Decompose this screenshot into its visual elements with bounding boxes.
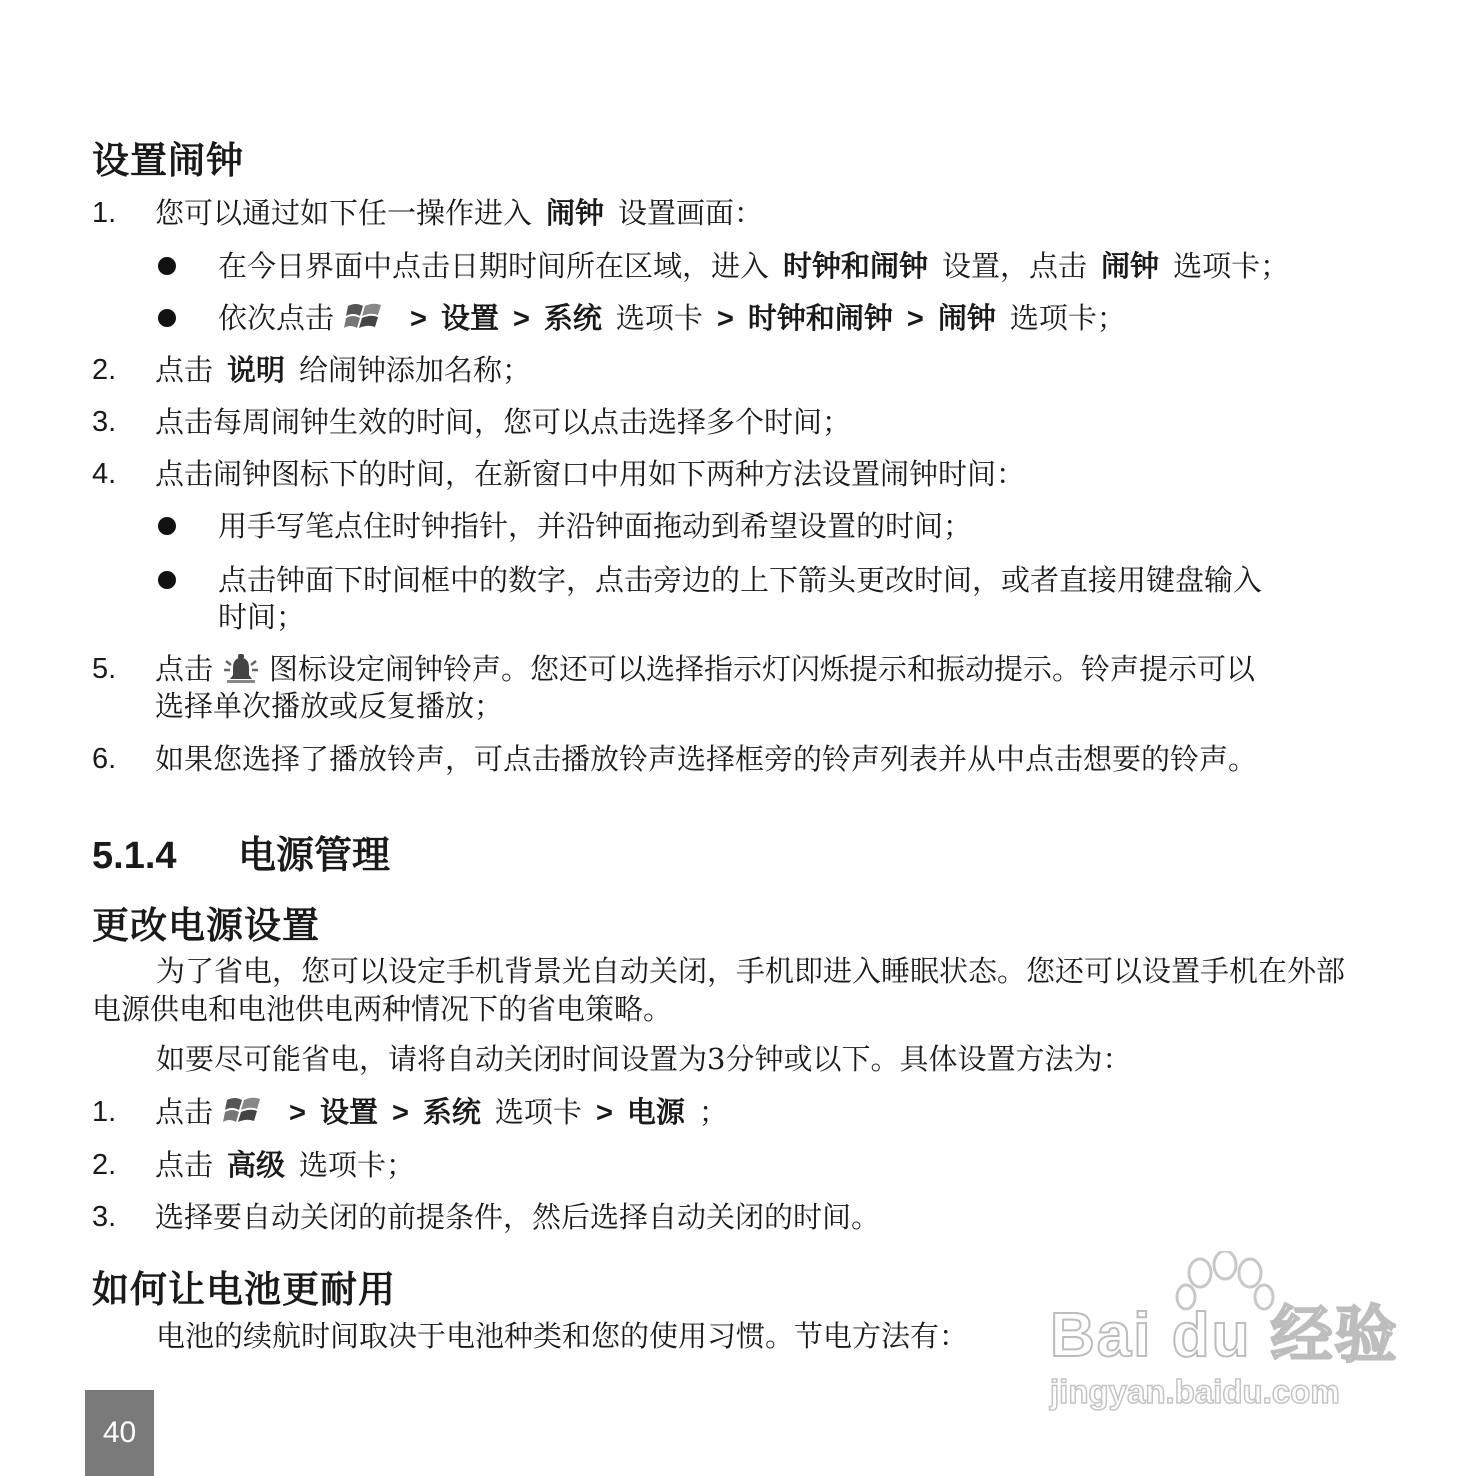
- step-number: 5.: [92, 653, 117, 685]
- page-number: 40: [102, 1416, 137, 1449]
- separator: >: [716, 303, 734, 335]
- section-heading: [92, 824, 390, 879]
- step-number: 3.: [92, 406, 117, 438]
- step-text: 您可以通过如下任一操作进入: [155, 196, 533, 230]
- bullet-text: 选项卡: [615, 301, 703, 335]
- bullet-dot: [158, 257, 176, 275]
- alarm-label: 闹钟: [546, 196, 605, 230]
- step-text: 选项卡: [494, 1095, 582, 1129]
- separator: >: [512, 303, 530, 335]
- section-number: 5.1.4: [92, 835, 177, 877]
- alarm-tab-label: 闹钟: [1101, 249, 1160, 283]
- section-title: 电源管理: [238, 833, 391, 877]
- bullet-dot: [158, 517, 176, 535]
- separator: >: [289, 1097, 306, 1129]
- system-label: 系统: [422, 1095, 481, 1129]
- windows-start-icon: [344, 300, 386, 342]
- alarm-heading: 设置闹钟: [92, 139, 244, 182]
- system-label: 系统: [543, 301, 602, 335]
- battery-paragraph: 电池的续航时间取决于电池种类和您的使用习惯。节电方法有：: [156, 1319, 969, 1353]
- description-label: 说明: [227, 353, 286, 387]
- baidu-watermark: [1040, 1255, 1400, 1425]
- step-text: 选择要自动关闭的前提条件，然后选择自动关闭的时间。: [155, 1200, 881, 1234]
- bullet-text: 设置，点击: [942, 249, 1088, 283]
- step-text-line-2: 选择单次播放或反复播放；: [155, 689, 504, 723]
- bullet-text: 选项卡；: [1173, 249, 1290, 283]
- separator: >: [595, 1097, 613, 1129]
- step-text: 如果您选择了播放铃声，可点击播放铃声选择框旁的铃声列表并从中点击想要的铃声。: [155, 742, 1258, 776]
- step-text: 设置画面：: [618, 196, 764, 230]
- advanced-label: 高级: [227, 1148, 286, 1182]
- step-text: 给闹钟添加名称；: [299, 353, 532, 387]
- battery-heading: 如何让电池更耐用: [92, 1268, 396, 1311]
- bullet-text-line-1: 点击钟面下时间框中的数字，点击旁边的上下箭头更改时间，或者直接用键盘输入: [218, 563, 1263, 597]
- clock-alarm-label: 时钟和闹钟: [747, 301, 893, 335]
- step-number: 2.: [92, 354, 117, 386]
- settings-label: 设置: [319, 1095, 378, 1129]
- step-text: 点击: [155, 652, 214, 686]
- step-number: 3.: [92, 1201, 117, 1233]
- step-text: 选项卡；: [299, 1148, 416, 1182]
- step-number: 1.: [92, 1096, 117, 1128]
- separator: >: [410, 303, 427, 335]
- step-text: 点击闹钟图标下的时间，在新窗口中用如下两种方法设置闹钟时间：: [155, 457, 1026, 491]
- separator: >: [391, 1097, 409, 1129]
- ringtone-bell-icon: [223, 653, 259, 693]
- bullet-dot: [158, 309, 176, 327]
- bullet-text: 用手写笔点住时钟指针，并沿钟面拖动到希望设置的时间；: [218, 509, 973, 543]
- power-settings-heading: 更改电源设置: [92, 904, 320, 947]
- step-text: ；: [698, 1095, 728, 1129]
- step-text: 点击: [155, 1148, 214, 1182]
- step-text-line-1: 图标设定闹钟铃声。您还可以选择指示灯闪烁提示和振动提示。铃声提示可以: [269, 652, 1256, 686]
- step-number: 2.: [92, 1149, 117, 1181]
- settings-label: 设置: [440, 301, 499, 335]
- step-number: 6.: [92, 743, 117, 775]
- step-number: 1.: [92, 197, 117, 229]
- bullet-text: 选项卡；: [1009, 301, 1126, 335]
- step-text: 点击: [155, 353, 214, 387]
- step-text: 点击: [155, 1095, 214, 1129]
- bullet-text: 依次点击: [218, 301, 335, 335]
- step-text: 点击每周闹钟生效的时间，您可以点击选择多个时间；: [155, 405, 852, 439]
- page-number-box: [85, 1390, 154, 1476]
- windows-start-icon: [223, 1094, 265, 1136]
- bullet-text: 在今日界面中点击日期时间所在区域，进入: [218, 249, 770, 283]
- bullet-dot: [158, 571, 176, 589]
- power-paragraph-1: 为了省电，您可以设定手机背景光自动关闭，手机即进入睡眠状态。您还可以设置手机在外部电源供电和电池供电两种情况下的省电策略。: [92, 954, 1346, 1026]
- power-paragraph-2: 如要尽可能省电，请将自动关闭时间设置为3分钟或以下。具体设置方法为：: [156, 1042, 1132, 1076]
- watermark-url: jingyan.baidu.com: [1050, 1373, 1340, 1410]
- alarm-tab-label: 闹钟: [937, 301, 996, 335]
- watermark-logo-text: Bai du 经验: [1050, 1301, 1399, 1370]
- bullet-text-line-2: 时间；: [218, 600, 306, 634]
- clock-alarm-label: 时钟和闹钟: [783, 249, 929, 283]
- power-label: 电源: [626, 1095, 685, 1129]
- step-number: 4.: [92, 458, 117, 490]
- separator: >: [906, 303, 924, 335]
